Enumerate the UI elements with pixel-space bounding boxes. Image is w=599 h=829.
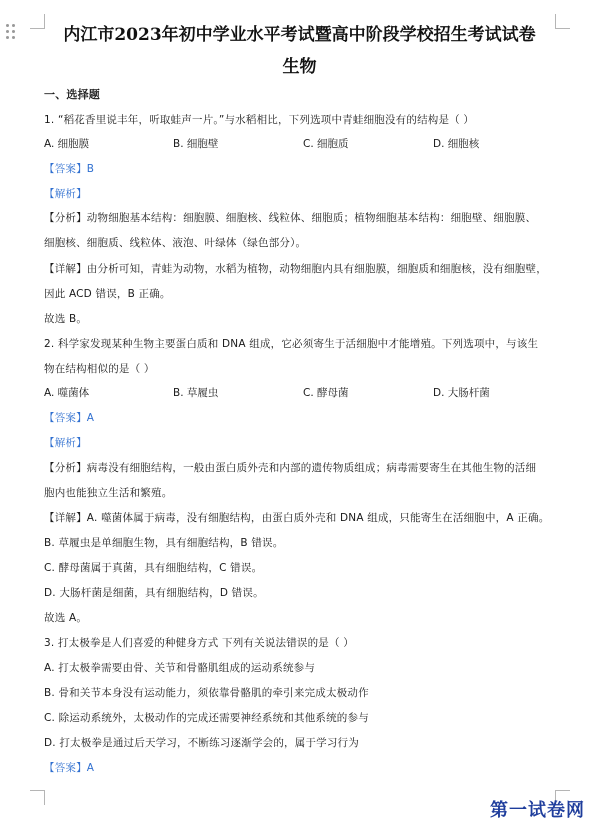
q1-analysis-line: 【分析】动物细胞基本结构：细胞膜、细胞核、线粒体、细胞质；植物细胞基本结构：细胞壁、细胞膜、	[44, 212, 537, 224]
section-heading: 一、选择题	[44, 88, 100, 101]
question-1-stem: 1. “稻花香里说丰年，听取蛙声一片。”与水稻相比，下列选项中青蛙细胞没有的结构是（ ）	[44, 114, 475, 126]
page-title: 内江市2023年初中学业水平考试暨高中阶段学校招生考试试卷	[63, 25, 536, 45]
q3-option-a: A. 打太极拳需要由骨、关节和骨骼肌组成的运动系统参与	[44, 662, 316, 674]
page-subtitle: 生物	[282, 57, 317, 77]
q1-jiexi-label: 【解析】	[44, 188, 87, 200]
q2-analysis-line: 【分析】病毒没有细胞结构，一般由蛋白质外壳和内部的遗传物质组成；病毒需要寄生在其他生物的活细	[44, 462, 537, 474]
question-3-stem: 3. 打太极拳是人们喜爱的种健身方式 下列有关说法错误的是（ ）	[44, 637, 354, 649]
q2-conclusion: 故选 A。	[44, 612, 88, 624]
q2-detail-line: 【详解】A. 噬菌体属于病毒，没有细胞结构，由蛋白质外壳和 DNA 组成，只能寄生在活细胞中，A 正确。	[44, 512, 550, 524]
q3-option-b: B. 骨和关节本身没有运动能力，须依靠骨骼肌的牵引来完成太极动作	[44, 687, 369, 699]
q1-conclusion: 故选 B。	[44, 313, 88, 325]
q2-option-d: D. 大肠杆菌	[433, 387, 490, 399]
q3-option-c: C. 除运动系统外，太极动作的完成还需要神经系统和其他系统的参与	[44, 712, 369, 724]
q1-option-c: C. 细胞质	[303, 138, 349, 150]
q3-option-d: D. 打太极拳是通过后天学习，不断练习逐渐学会的，属于学习行为	[44, 737, 359, 749]
q2-analysis-line: 胞内也能独立生活和繁殖。	[44, 487, 173, 499]
q1-detail-line: 因此 ACD 错误，B 正确。	[44, 288, 171, 300]
q2-option-c: C. 酵母菌	[303, 387, 349, 399]
q2-detail-line: B. 草履虫是单细胞生物，具有细胞结构，B 错误。	[44, 537, 284, 549]
q2-option-a: A. 噬菌体	[44, 387, 90, 399]
watermark-logo: 第一试卷网	[490, 800, 585, 821]
q2-option-b: B. 草履虫	[173, 387, 219, 399]
q3-answer: 【答案】A	[44, 762, 95, 774]
q1-option-d: D. 细胞核	[433, 138, 480, 150]
q2-detail-line: D. 大肠杆菌是细菌，具有细胞结构，D 错误。	[44, 587, 264, 599]
q2-answer: 【答案】A	[44, 412, 95, 424]
q1-answer: 【答案】B	[44, 163, 95, 175]
q1-detail-line: 【详解】由分析可知，青蛙为动物，水稻为植物，动物细胞内具有细胞膜，细胞质和细胞核，没有细胞壁，	[44, 263, 547, 275]
question-2-stem: 2. 科学家发现某种生物主要蛋白质和 DNA 组成，它必须寄生于活细胞中才能增殖。下列选项中，与该生	[44, 338, 539, 350]
q1-option-b: B. 细胞壁	[173, 138, 219, 150]
q1-option-a: A. 细胞膜	[44, 138, 90, 150]
q2-jiexi-label: 【解析】	[44, 437, 87, 449]
q2-detail-line: C. 酵母菌属于真菌，具有细胞结构，C 错误。	[44, 562, 263, 574]
crop-mark-bottom-left	[30, 790, 45, 805]
question-2-stem: 物在结构相似的是（ ）	[44, 363, 155, 375]
q1-analysis-line: 细胞核、细胞质、线粒体、液泡、叶绿体（绿色部分）。	[44, 237, 307, 249]
